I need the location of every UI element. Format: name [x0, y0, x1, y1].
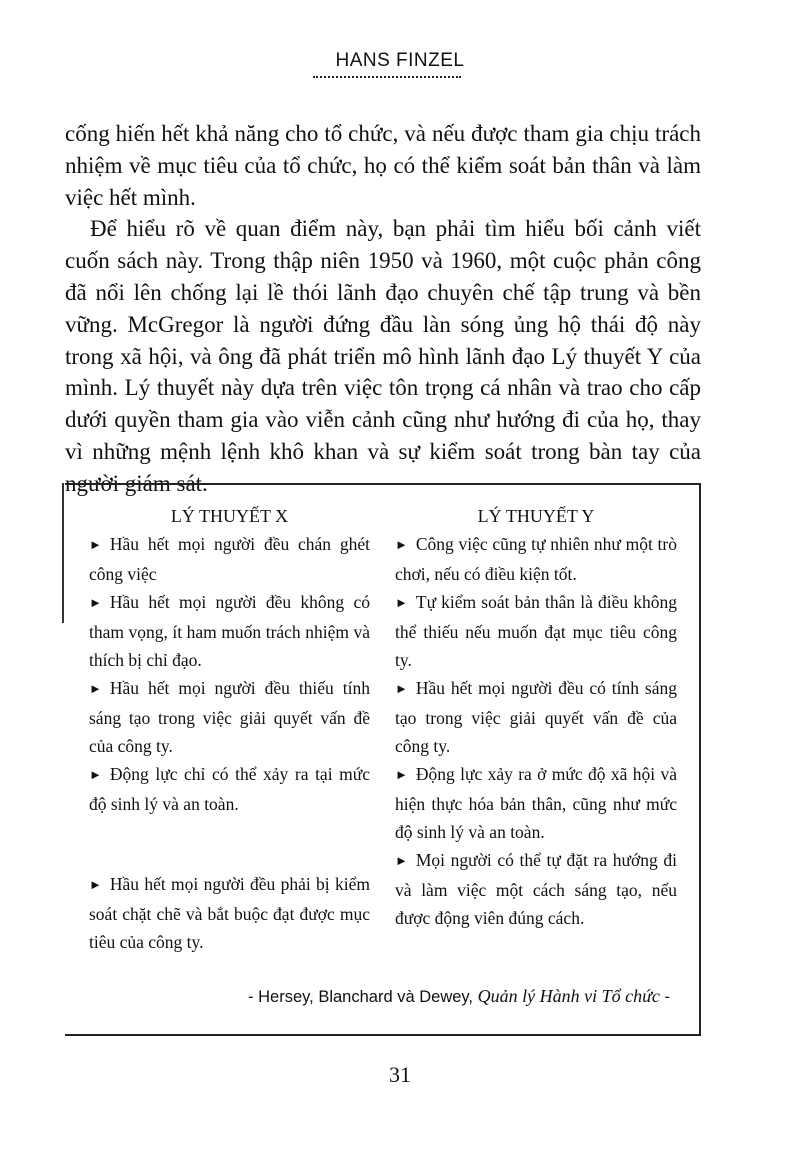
list-item: ► Hầu hết mọi người đều không có tham vọng, ít ham muốn trách nhiệm và thích bị chỉ đạo.: [89, 592, 370, 670]
list-item: ► Hầu hết mọi người đều phải bị kiểm soát chặt chẽ và bắt buộc đạt được mục tiêu của công ty.: [89, 874, 370, 952]
source-citation: [200, 986, 670, 1007]
arrow-right-icon: ►: [89, 681, 102, 696]
list-item: ► Hầu hết mọi người đều có tính sáng tạo trong việc giải quyết vấn đề của công ty.: [395, 678, 677, 756]
list-item: ► Động lực chỉ có thể xảy ra tại mức độ sinh lý và an toàn.: [89, 764, 370, 814]
theory-y-title: LÝ THUYẾT Y: [477, 506, 595, 526]
arrow-right-icon: ►: [89, 767, 102, 782]
list-item: ► Hầu hết mọi người đều chán ghét công việc: [89, 534, 370, 584]
arrow-right-icon: ►: [395, 537, 408, 552]
body-text: [65, 118, 701, 500]
theory-y-column: [395, 502, 677, 932]
header-dotted-rule: [313, 76, 461, 78]
citation-end: -: [659, 988, 670, 1006]
citation-book-title: Quản lý Hành vi Tổ chức: [477, 986, 660, 1006]
list-item: ► Tự kiểm soát bản thân là điều không thể thiếu nếu muốn đạt mục tiêu công ty.: [395, 592, 677, 670]
arrow-right-icon: ►: [89, 595, 102, 610]
paragraph: Để hiểu rõ về quan điểm này, bạn phải tìm hiểu bối cảnh viết cuốn sách này. Trong thập niên 1950 và 1960, một cuộc phản công đã nổi lên chống lại lề thói lãnh đạo chuyên chế tập trung và bền vững. McGregor là người đứng đầu làn sóng ủng hộ thái độ này trong xã hội, và ông đã phát triển mô hình lãnh đạo Lý thuyết Y của mình. Lý thuyết này dựa trên việc tôn trọng cá nhân và trao cho cấp dưới quyền tham gia vào viễn cảnh cũng như hướng đi của họ, thay vì những mệnh lệnh khô khan và sự kiểm soát trong bàn tay của người giám sát.: [65, 216, 701, 496]
theory-x-column: [89, 502, 370, 956]
box-left-edge: [62, 483, 67, 623]
header-title: HANS FINZEL: [335, 50, 465, 71]
list-item: ► Động lực xảy ra ở mức độ xã hội và hiện thực hóa bản thân, cũng như mức độ sinh lý và an toàn.: [395, 764, 677, 842]
page-number: 31: [389, 1062, 411, 1087]
arrow-right-icon: ►: [395, 767, 408, 782]
theory-x-title: LÝ THUYẾT X: [170, 506, 289, 526]
list-item: ► Công việc cũng tự nhiên như một trò chơi, nếu có điều kiện tốt.: [395, 534, 677, 584]
arrow-right-icon: ►: [89, 537, 102, 552]
arrow-right-icon: ►: [89, 877, 102, 892]
arrow-right-icon: ►: [395, 681, 408, 696]
arrow-right-icon: ►: [395, 595, 408, 610]
arrow-right-icon: ►: [395, 853, 408, 868]
list-item: ► Hầu hết mọi người đều thiếu tính sáng tạo trong việc giải quyết vấn đề của công ty.: [89, 678, 370, 756]
list-item: ► Mọi người có thể tự đặt ra hướng đi và làm việc một cách sáng tạo, nếu được động viên đúng cách.: [395, 850, 677, 928]
citation-authors: - Hersey, Blanchard và Dewey,: [248, 988, 478, 1006]
paragraph: cống hiến hết khả năng cho tổ chức, và nếu được tham gia chịu trách nhiệm về mục tiêu của tổ chức, họ có thể kiểm soát bản thân và làm việc hết mình.: [65, 121, 701, 210]
running-header: [0, 50, 800, 72]
